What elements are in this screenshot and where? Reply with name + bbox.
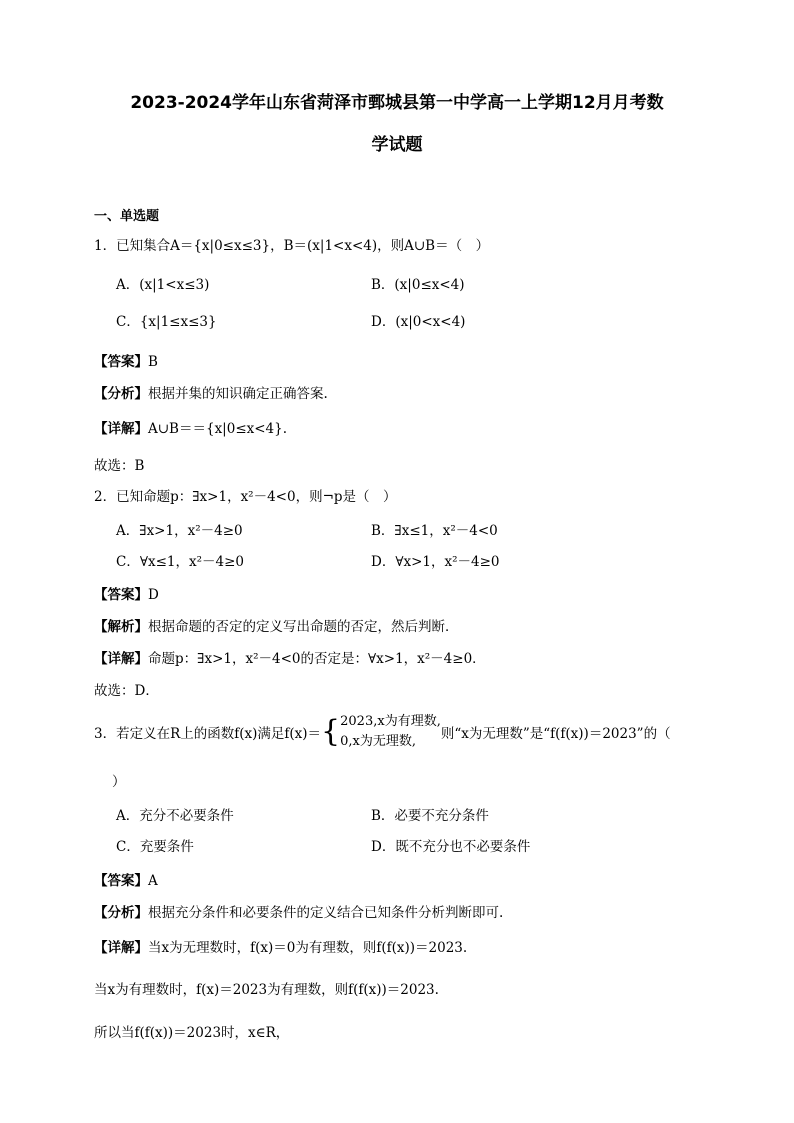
answer-tag: 【答案】	[94, 873, 148, 889]
answer-value: B	[148, 354, 158, 370]
analysis-text: 根据并集的知识确定正确答案.	[148, 386, 328, 402]
q2-option-b: B．∃x≤1，x²－4<0	[371, 523, 498, 539]
answer-value: A	[148, 873, 158, 889]
analysis-tag: 【分析】	[94, 386, 148, 402]
q2-option-d: D．∀x>1，x²－4≥0	[371, 554, 500, 570]
piecewise-case-1: 2023,x为有理数,	[340, 714, 441, 729]
q2-detail	[94, 647, 486, 667]
q2-choice: 故选：D．	[94, 683, 159, 699]
q3-option-a: A．充分不必要条件	[116, 808, 234, 824]
section-heading: 一、单选题	[94, 209, 160, 224]
detail-text: 当x为无理数时，f(x)＝0为有理数，则f(f(x))＝2023.	[148, 940, 468, 956]
detail-tag: 【详解】	[94, 940, 148, 956]
q1-option-a: A．(x|1<x≤3)	[116, 277, 210, 293]
q1-option-c: C．{x|1≤x≤3}	[116, 314, 217, 330]
q1-option-b: B．(x|0≤x<4)	[371, 277, 465, 293]
piecewise-case-2: 0,x为无理数,	[340, 734, 417, 749]
q2-option-c: C．∀x≤1，x²－4≥0	[116, 554, 245, 570]
piecewise-cases	[340, 712, 441, 752]
q3-detail-2: 当x为有理数时，f(x)＝2023为有理数，则f(f(x))＝2023.	[94, 982, 439, 998]
q1-choice: 故选：B	[94, 458, 145, 474]
detail-tag: 【详解】	[94, 421, 148, 437]
detail-text: 命题p：∃x>1，x²－4<0的否定是：∀x>1，x²－4≥0．	[148, 651, 486, 667]
q2-option-a: A．∃x>1，x²－4≥0	[116, 523, 243, 539]
question-1-stem: 1．已知集合A＝{x|0≤x≤3}，B＝(x|1<x<4)，则A∪B＝（ ）	[94, 238, 490, 254]
q2-analysis	[94, 615, 459, 635]
q3-option-c: C．充要条件	[116, 839, 194, 855]
q1-option-d: D．(x|0<x<4)	[371, 314, 466, 330]
analysis-tag: 【解析】	[94, 619, 148, 635]
q3-analysis	[94, 901, 503, 921]
document-title-line2: 学试题	[371, 135, 423, 155]
q1-answer	[94, 350, 158, 370]
analysis-tag: 【分析】	[94, 905, 148, 921]
question-2-stem: 2．已知命题p：∃x>1，x²－4<0，则¬p是（ ）	[94, 489, 397, 505]
analysis-text: 根据充分条件和必要条件的定义结合已知条件分析判断即可.	[148, 905, 504, 921]
answer-tag: 【答案】	[94, 587, 148, 603]
document-title-line1: 2023-2024学年山东省菏泽市鄄城县第一中学高一上学期12月月考数	[130, 93, 664, 113]
q2-answer	[94, 583, 159, 603]
q3-stem-post: 则“x为无理数”是“f(f(x))＝2023”的（	[440, 726, 671, 742]
piecewise-brace: {	[321, 714, 341, 749]
q3-answer	[94, 869, 158, 889]
q3-detail	[94, 936, 467, 956]
q3-option-d: D．既不充分也不必要条件	[371, 839, 531, 855]
detail-tag: 【详解】	[94, 651, 148, 667]
q1-analysis	[94, 382, 328, 402]
q3-detail-3: 所以当f(f(x))＝2023时，x∈R，	[94, 1025, 290, 1041]
answer-tag: 【答案】	[94, 354, 148, 370]
q3-stem-end: ）	[112, 774, 126, 790]
answer-value: D	[148, 587, 159, 603]
q3-option-b: B．必要不充分条件	[371, 808, 489, 824]
analysis-text: 根据命题的否定的定义写出命题的否定，然后判断．	[148, 619, 459, 635]
q1-detail	[94, 417, 287, 437]
question-3-stem	[94, 712, 671, 752]
q3-stem-pre: 3．若定义在R上的函数f(x)满足f(x)＝	[94, 726, 322, 742]
detail-text: A∪B＝＝{x|0≤x<4}.	[148, 421, 288, 437]
